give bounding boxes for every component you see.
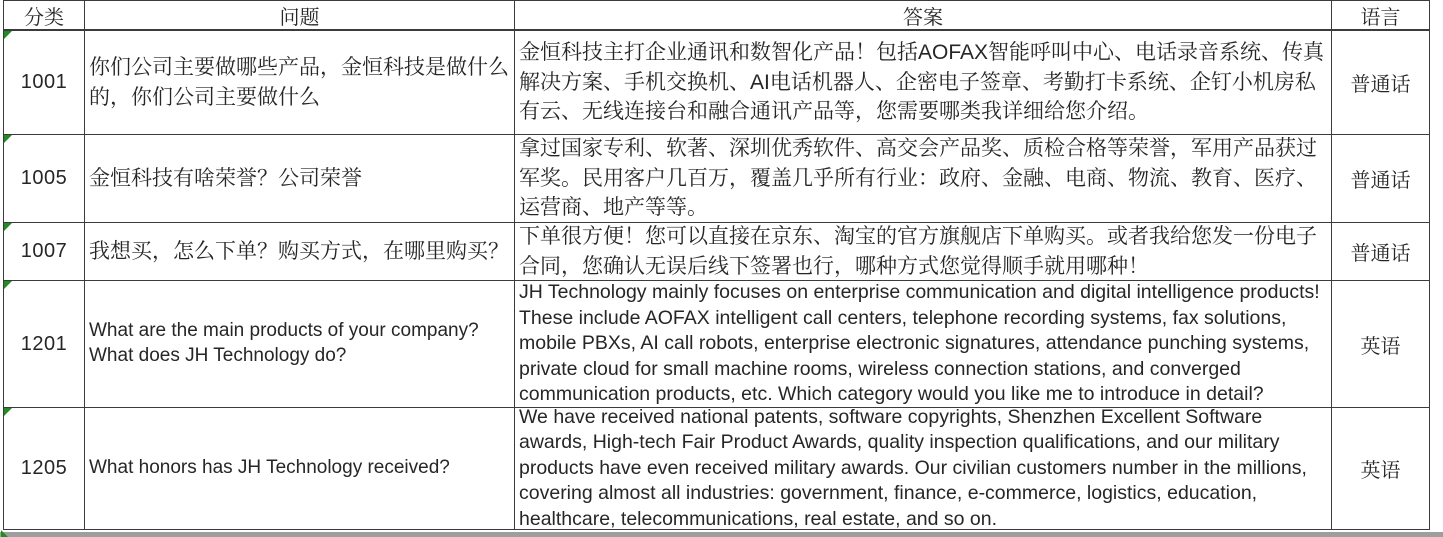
cell-question[interactable]: What honors has JH Technology received?: [85, 408, 515, 530]
row-divider: [0, 532, 1443, 537]
cell-answer[interactable]: JH Technology mainly focuses on enterprise communication and digital intelligence products! These include AOFAX intelligent call centers, telephone recording systems, fax solutions, mobile PBXs, AI call robots, enterprise electronic signatures, attendance punching systems, private cloud for small machine rooms, wireless connection stations, and converged communication products, etc. Which category would you like me to introduce in detail?: [515, 281, 1332, 408]
error-indicator-icon: [4, 281, 12, 289]
cell-answer[interactable]: We have received national patents, software copyrights, Shenzhen Excellent Software awards, High-tech Fair Product Awards, quality inspection qualifications, and our military products have even received military awards. Our civilian customers number in the millions, covering almost all industries: government, finance, e-commerce, logistics, education, healthcare, telecommunications, real estate, and so on.: [515, 408, 1332, 530]
header-category[interactable]: 分类: [4, 0, 85, 31]
cell-answer[interactable]: 金恒科技主打企业通讯和数智化产品！包括AOFAX智能呼叫中心、电话录音系统、传真解决方案、手机交换机、AI电话机器人、企密电子签章、考勤打卡系统、企钉小机房私有云、无线连接台和融合通讯产品等，您需要哪类我详细给您介绍。: [515, 31, 1332, 135]
right-margin: [1430, 223, 1443, 281]
error-indicator-icon: [4, 135, 12, 143]
category-value: 1201: [20, 332, 68, 355]
error-indicator-icon: [4, 31, 12, 39]
cell-question[interactable]: 你们公司主要做哪些产品，金恒科技是做什么的，你们公司主要做什么: [85, 31, 515, 135]
cell-question[interactable]: 金恒科技有啥荣誉？公司荣誉: [85, 135, 515, 223]
cell-language[interactable]: 英语: [1332, 281, 1430, 408]
cell-language[interactable]: 普通话: [1332, 223, 1430, 281]
cell-category[interactable]: [4, 408, 85, 530]
error-indicator-icon: [4, 223, 12, 231]
cell-language[interactable]: 普通话: [1332, 135, 1430, 223]
cell-language[interactable]: 普通话: [1332, 31, 1430, 135]
error-indicator-icon: [1, 530, 8, 537]
cell-question[interactable]: 我想买，怎么下单？购买方式，在哪里购买？: [85, 223, 515, 281]
header-answer[interactable]: 答案: [515, 0, 1332, 31]
error-indicator-icon: [4, 408, 12, 416]
right-margin: [1430, 31, 1443, 135]
category-value: 1205: [20, 457, 68, 479]
cell-language[interactable]: 英语: [1332, 408, 1430, 530]
cell-category[interactable]: [4, 223, 85, 281]
cell-category[interactable]: [4, 31, 85, 135]
cell-answer[interactable]: 下单很方便！您可以直接在京东、淘宝的官方旗舰店下单购买。或者我给您发一份电子合同，您确认无误后线下签署也行，哪种方式您觉得顺手就用哪种！: [515, 223, 1332, 281]
category-value: 1005: [20, 167, 68, 189]
right-margin: [1430, 408, 1443, 530]
right-margin: [1430, 281, 1443, 408]
cell-answer[interactable]: 拿过国家专利、软著、深圳优秀软件、高交会产品奖、质检合格等荣誉，军用产品获过军奖。民用客户几百万，覆盖几乎所有行业：政府、金融、电商、物流、教育、医疗、运营商、地产等等。: [515, 135, 1332, 223]
category-value: 1007: [20, 240, 68, 262]
header-language[interactable]: 语言: [1332, 0, 1430, 31]
next-row-partial: [0, 530, 1443, 537]
category-value: 1001: [20, 71, 68, 93]
cell-question[interactable]: What are the main products of your company? What does JH Technology do?: [85, 281, 515, 408]
right-margin: [1430, 135, 1443, 223]
header-question[interactable]: 问题: [85, 0, 515, 31]
cell-category[interactable]: [4, 281, 85, 408]
right-margin: [1430, 0, 1443, 31]
cell-category[interactable]: [4, 135, 85, 223]
